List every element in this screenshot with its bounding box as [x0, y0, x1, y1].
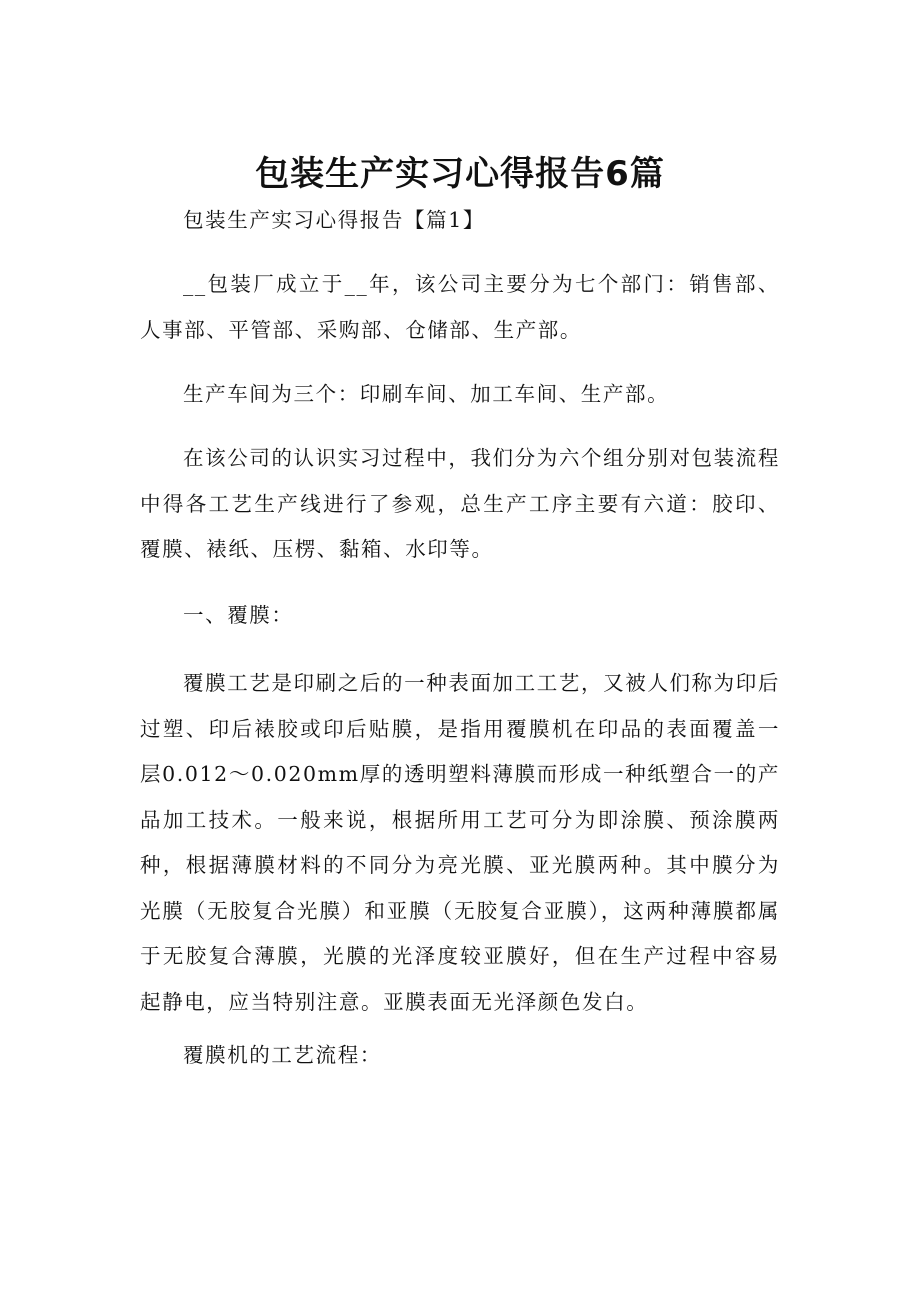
paragraph-internship-process: 在该公司的认识实习过程中，我们分为六个组分别对包装流程中得各工艺生产线进行了参观，总生产工序主要有六道：胶印、覆膜、裱纸、压楞、黏箱、水印等。 — [140, 446, 780, 561]
paragraph-company-departments: __包装厂成立于__年，该公司主要分为七个部门：销售部、人事部、平管部、采购部、仓储部、生产部。 — [140, 272, 780, 342]
document-title: 包装生产实习心得报告6篇 — [255, 154, 665, 194]
section-heading-part-1: 包装生产实习心得报告【篇1】 — [183, 208, 485, 232]
subheading-laminating: 一、覆膜： — [183, 603, 294, 627]
paragraph-laminating-description: 覆膜工艺是印刷之后的一种表面加工工艺，又被人们称为印后过塑、印后裱胶或印后贴膜，是指用覆膜机在印品的表面覆盖一层0.012～0.020mm厚的透明塑料薄膜而形成一种纸塑合一的产品加工技术。一般来说，根据所用工艺可分为即涂膜、预涂膜两种，根据薄膜材料的不同分为亮光膜、亚光膜两种。其中膜分为光膜（无胶复合光膜）和亚膜（无胶复合亚膜），这两种薄膜都属于无胶复合薄膜，光膜的光泽度较亚膜好，但在生产过程中容易起静电，应当特别注意。亚膜表面无光泽颜色发白。 — [140, 671, 780, 1014]
paragraph-workshops: 生产车间为三个：印刷车间、加工车间、生产部。 — [183, 382, 670, 406]
paragraph-laminator-process: 覆膜机的工艺流程： — [183, 1043, 382, 1067]
